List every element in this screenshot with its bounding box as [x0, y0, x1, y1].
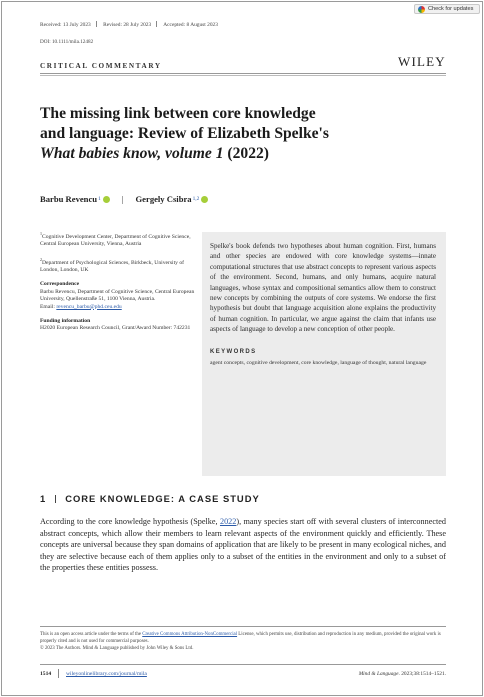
- book-title: What babies know, volume 1: [40, 145, 224, 162]
- revised-date: Revised: 28 July 2023: [103, 22, 152, 28]
- article-title: [40, 104, 446, 164]
- orcid-icon[interactable]: [103, 196, 110, 203]
- section-title: CORE KNOWLEDGE: A CASE STUDY: [65, 493, 260, 504]
- correspondence-heading: Correspondence: [40, 281, 80, 288]
- header-rule-thin: [40, 75, 446, 76]
- book-year: (2022): [223, 145, 270, 162]
- section-heading: [40, 493, 260, 504]
- article-dates: [40, 21, 221, 28]
- header-rule: [40, 73, 446, 74]
- author-name[interactable]: Gergely Csibra: [135, 194, 192, 204]
- title-line-2: and language: Review of Elizabeth Spelke's: [40, 125, 329, 142]
- author-affiliation-ref[interactable]: 1,2: [192, 196, 200, 202]
- article-page: [1, 1, 483, 696]
- check-for-updates-label: Check for updates: [428, 6, 474, 12]
- accepted-date: Accepted: 8 August 2023: [163, 22, 218, 28]
- license-footnote: [40, 631, 446, 652]
- publisher-logo: WILEY: [398, 54, 446, 69]
- article-metadata: [40, 230, 200, 340]
- license-text: This is an open access article under the terms of the Creative Commons Attribution-NonCommercial License, which permits use, distribution and reproduction in any medium, provided the original work is properly cited and is not used for commercial purposes.: [40, 632, 441, 644]
- license-link[interactable]: Creative Commons Attribution-NonCommercial: [142, 632, 238, 637]
- funding-heading: Funding information: [40, 317, 91, 324]
- title-line-1: The missing link between core knowledge: [40, 105, 316, 122]
- keywords-heading: KEYWORDS: [210, 348, 257, 355]
- abstract-box: [202, 232, 446, 476]
- author-list: [40, 194, 208, 204]
- author-separator: |: [121, 194, 124, 204]
- orcid-icon[interactable]: [201, 196, 208, 203]
- keywords-list: agent concepts, cognitive development, core knowledge, language of thought, natural language: [210, 360, 427, 367]
- doi[interactable]: DOI: 10.1111/mila.12482: [40, 39, 94, 45]
- footer-rule: [40, 626, 446, 627]
- journal-url-link[interactable]: wileyonlinelibrary.com/journal/mila: [66, 671, 147, 677]
- author-name[interactable]: Barbu Revencu: [40, 194, 98, 204]
- citation-link[interactable]: 2022: [219, 517, 237, 526]
- abstract-text: Spelke's book defends two hypotheses about human cognition. First, humans and other species are endowed with core knowledge systems—innate computational structures that use abstract concepts to represent various aspects of the environment. Second, humans, and only humans, acquire natural languages, whose syntax and compositional semantics allow them to construct new concepts by combining the outputs of core systems. We endorse the first hypothesis but doubt that language acquisition alone explains the productivity of human cognition. In particular, we argue against the claim that infants use aspects of language to develop a new conception of other people.: [210, 242, 436, 334]
- affiliation: $^2$Department of Psychological Sciences, Birkbeck, University of London, London, UK: [40, 256, 184, 273]
- body-paragraph: According to the core knowledge hypothesis (Spelke, 2022), many species start off with several clusters of interconnected abstract concepts, which allow their members to learn relevant aspects of the environment quickly and efficiently. These concepts are universal because they span domains of application that are likely to be present in many ecological niches, and they are selective because each of them applies only to a subset of the entities in the environment and only to a subset of the properties these entities possess.: [40, 517, 446, 573]
- copyright-text: © 2023 The Authors. Mind & Language published by John Wiley & Sons Ltd.: [40, 646, 194, 651]
- affiliation: $^1$Cognitive Development Center, Department of Cognitive Science, Central European University, Vienna, Austria: [40, 231, 191, 248]
- footer-separator: [58, 669, 59, 678]
- footer-rule-bottom: [40, 664, 446, 665]
- correspondence-details: Barbu Revencu, Department of Cognitive Science, Central European University, Quellenstraße 51, 1100 Vienna, Austria. Email: revencu_barbu@phd.ceu.edu: [40, 288, 195, 310]
- crossmark-icon: [418, 6, 425, 13]
- author-affiliation-ref[interactable]: 1: [98, 196, 101, 202]
- section-type: CRITICAL COMMENTARY: [40, 62, 162, 70]
- title-line-3: [40, 144, 446, 164]
- page-number: 1514: [40, 671, 52, 677]
- section-number: 1: [40, 493, 47, 504]
- email-link[interactable]: revencu_barbu@phd.ceu.edu: [56, 303, 122, 310]
- check-for-updates-button[interactable]: [414, 4, 480, 14]
- journal-citation: Mind & Language. 2023;38:1514–1521.: [358, 671, 446, 677]
- funding-details: H2020 European Research Council, Grant/Award Number: 742231: [40, 325, 191, 332]
- received-date: Received: 13 July 2023: [40, 22, 91, 28]
